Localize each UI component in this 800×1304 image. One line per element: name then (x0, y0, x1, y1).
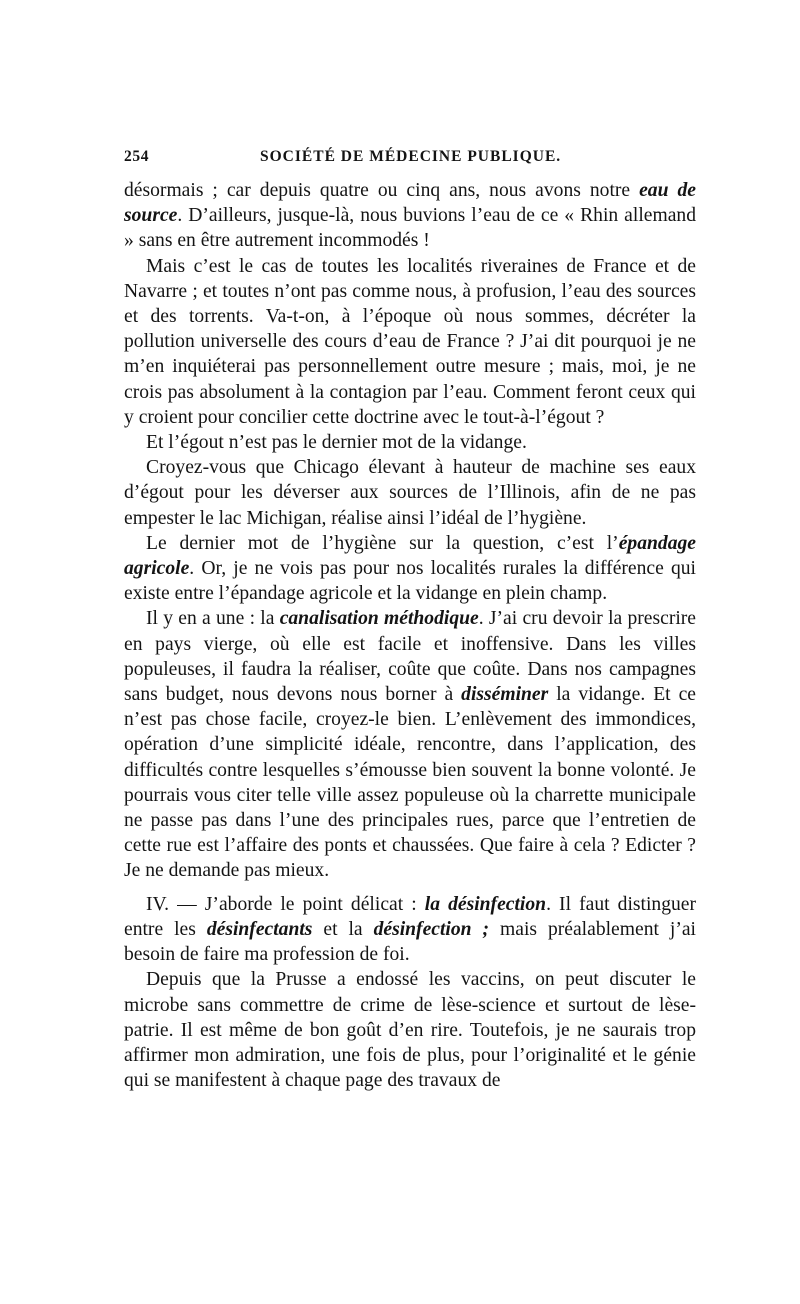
running-title: SOCIÉTÉ DE MÉDECINE PUBLIQUE. (260, 148, 562, 165)
paragraph-6-middle: . J’ai cru devoir la prescrire en pays vierge, où elle est facile et inoffensive. Dans les villes populeuses, il faudra la réaliser, coûte que coûte. Dans nos campagnes sans budget, nous devons nous borner à (124, 608, 697, 706)
paragraph-5-rest: . Or, je ne vois pas pour nos localités rurales la différence qui existe entre l’épandage agricole et la vidange en plein champ. (124, 558, 696, 605)
paragraph-1 (124, 178, 696, 254)
paragraph-6-lead: Il y en a une : la (146, 608, 280, 630)
paragraph-8: Depuis que la Prusse a endossé les vaccins, on peut discuter le microbe sans commettre de crime de lèse-science et surtout de lèse-patrie. Il est même de bon goût d’en rire. Toutefois, je ne saurais trop affirmer mon admiration, une fois de plus, pour l’originalité et le génie qui se manifestent à chaque page des travaux de (124, 969, 696, 1092)
paragraph-7-middle-2: et la (312, 918, 374, 940)
book-page (124, 148, 696, 1093)
page-header (124, 148, 696, 178)
paragraph-7-emphasis-1: la désinfection (424, 893, 547, 915)
paragraph-5 (124, 531, 696, 607)
paragraph-7 (124, 892, 696, 968)
paragraph-6 (124, 606, 696, 883)
paragraph-6-rest: la vidange. Et ce n’est pas chose facile, croyez-le bien. L’enlèvement des immondices, opération d’une simplicité idéale, rencontre, dans l’application, des difficultés contre lesquelles s’émousse bien souvent la bonne volonté. Je pourrais vous citer telle ville assez populeuse où la charrette municipale ne passe pas dans l’une des principales rues, parce que l’entretien de cette rue est l’affaire des ponts et chaussées. Que faire à cela ? Edicter ? Je ne demande pas mieux. (124, 684, 696, 882)
paragraph-7-emphasis-3: désinfection ; (373, 918, 490, 940)
paragraph-2: Mais c’est le cas de toutes les localités riveraines de France et de Navarre ; et toutes n’ont pas comme nous, à profusion, l’eau des sources et des torrents. Va-t-on, à l’époque où nous sommes, décréter la pollution universelle des cours d’eau de France ? J’ai dit pourquoi je ne m’en inquiéterai pas personnellement outre mesure ; mais, moi, je ne crois pas absolument à la contagion par l’eau. Comment feront ceux qui y croient pour concilier cette doctrine avec le tout-à-l’égout ? (124, 255, 696, 428)
paragraph-1-lead: désormais ; car depuis quatre ou cinq ans, nous avons notre (124, 180, 640, 201)
paragraph-1-rest: . D’ailleurs, jusque-là, nous buvions l’eau de ce « Rhin allemand » sans en être autrement incommodés ! (124, 205, 696, 252)
paragraph-5-lead: Le dernier mot de l’hygiène sur la question, c’est l’ (146, 532, 619, 554)
paragraph-3: Et l’égout n’est pas le dernier mot de la vidange. (146, 432, 527, 454)
paragraph-1-emphasis: eau de source (124, 180, 696, 227)
paragraph-7-emphasis-2: désinfectants (206, 918, 313, 940)
paragraph-7-middle-1: . Il faut distinguer entre les (124, 893, 697, 940)
paragraph-7-lead: IV. — J’aborde le point délicat : (146, 893, 425, 915)
paragraph-5-emphasis: épandage agricole (124, 532, 696, 580)
paragraph-6-emphasis-2: disséminer (461, 684, 549, 706)
paragraph-6-emphasis-1: canalisation méthodique (279, 608, 479, 630)
paragraph-7-rest: mais préalablement j’ai besoin de faire ma profession de foi. (124, 918, 696, 966)
paragraph-4: Croyez-vous que Chicago élevant à hauteur de machine ses eaux d’égout pour les déverser aux sources de l’Illinois, afin de ne pas empester le lac Michigan, réalise ainsi l’idéal de l’hygiène. (124, 457, 696, 529)
page-number: 254 (124, 148, 150, 165)
body-text (124, 178, 696, 1093)
